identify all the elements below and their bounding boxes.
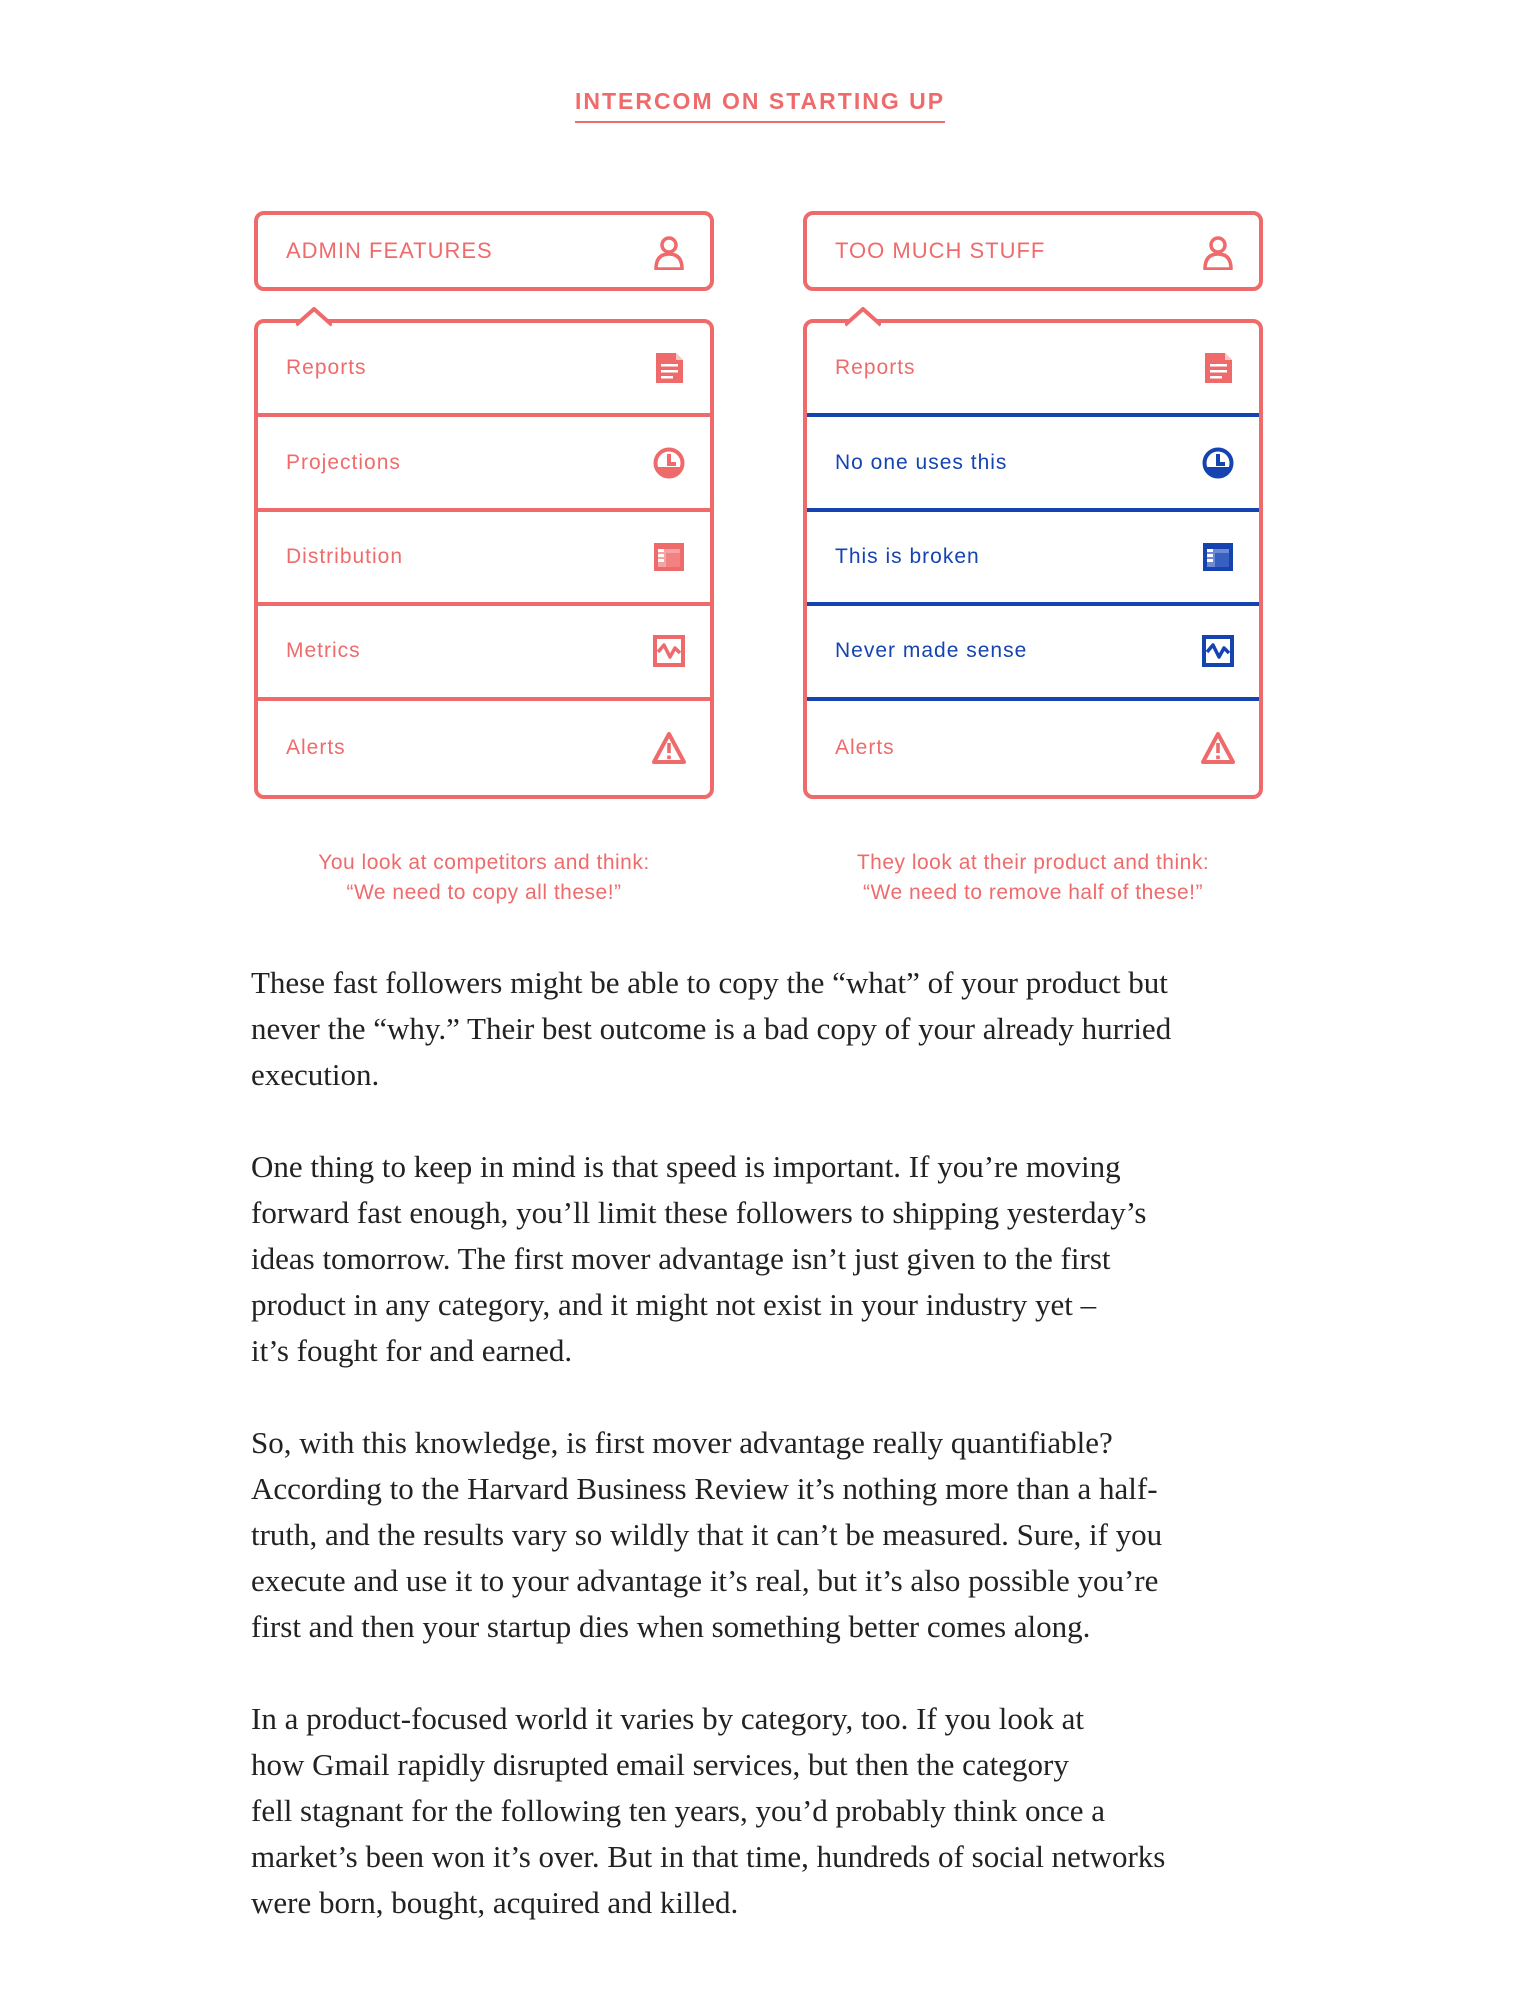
text-line: execution.	[251, 1057, 380, 1092]
running-header	[0, 88, 1520, 123]
text-line: product in any category, and it might not exist in your industry yet –	[251, 1287, 1097, 1322]
right-caption	[803, 848, 1263, 908]
menu-item-label: Metrics	[286, 639, 361, 663]
caption-line: They look at their product and think:	[856, 851, 1210, 874]
user-icon	[652, 232, 686, 270]
panel-title-box	[803, 211, 1263, 291]
text-line: never the “why.” Their best outcome is a bad copy of your already hurried	[251, 1011, 1172, 1046]
paragraph	[251, 1420, 1281, 1650]
panel-title: TOO MUCH STUFF	[835, 238, 1046, 263]
text-line: In a product-focused world it varies by category, too. If you look at	[251, 1701, 1085, 1736]
menu-item-reports[interactable]	[807, 323, 1259, 417]
menu-item-label: Distribution	[286, 544, 404, 568]
menu-item-label: No one uses this	[835, 450, 1008, 474]
menu-item-no-one-uses-this[interactable]	[807, 417, 1259, 511]
text-line: So, with this knowledge, is first mover advantage really quantifiable?	[251, 1425, 1113, 1460]
text-line: These fast followers might be able to copy the “what” of your product but	[251, 965, 1168, 1000]
feature-menu	[803, 319, 1263, 799]
menu-item-reports[interactable]	[258, 323, 710, 417]
admin-features-panel	[254, 211, 714, 799]
caption-line: You look at competitors and think:	[318, 851, 650, 874]
user-icon	[1201, 232, 1235, 270]
alert-icon	[1201, 731, 1235, 765]
menu-item-label: This is broken	[835, 544, 980, 568]
menu-item-this-is-broken[interactable]	[807, 512, 1259, 606]
body-text	[251, 960, 1281, 1972]
text-line: execute and use it to your advantage it’s real, but it’s also possible you’re	[251, 1563, 1159, 1598]
paragraph	[251, 1144, 1281, 1374]
text-line: it’s fought for and earned.	[251, 1333, 573, 1368]
paragraph	[251, 960, 1281, 1098]
projection-gauge-icon	[1201, 446, 1235, 480]
menu-item-never-made-sense[interactable]	[807, 606, 1259, 700]
metrics-icon	[1201, 634, 1235, 668]
metrics-icon	[652, 634, 686, 668]
text-line: ideas tomorrow. The first mover advantage isn’t just given to the first	[251, 1241, 1111, 1276]
distribution-icon	[1201, 540, 1235, 574]
text-line: were born, bought, acquired and killed.	[251, 1885, 739, 1920]
text-line: first and then your startup dies when something better comes along.	[251, 1609, 1091, 1644]
text-line: forward fast enough, you’ll limit these followers to shipping yesterday’s	[251, 1195, 1147, 1230]
text-line: market’s been won it’s over. But in that time, hundreds of social networks	[251, 1839, 1166, 1874]
menu-item-projections[interactable]	[258, 417, 710, 511]
feature-menu	[254, 319, 714, 799]
paragraph	[251, 1696, 1281, 1926]
caption-line: “We need to copy all these!”	[346, 881, 622, 904]
menu-item-metrics[interactable]	[258, 606, 710, 700]
text-line: truth, and the results vary so wildly that it can’t be measured. Sure, if you	[251, 1517, 1163, 1552]
report-icon	[1201, 351, 1235, 385]
caption-line: “We need to remove half of these!”	[863, 881, 1203, 904]
menu-item-label: Reports	[835, 356, 916, 380]
menu-item-alerts[interactable]	[807, 701, 1259, 795]
menu-item-distribution[interactable]	[258, 512, 710, 606]
menu-item-label: Alerts	[835, 735, 895, 759]
menu-item-alerts[interactable]	[258, 701, 710, 795]
projection-gauge-icon	[652, 446, 686, 480]
text-line: fell stagnant for the following ten years, you’d probably think once a	[251, 1793, 1105, 1828]
report-icon	[652, 351, 686, 385]
panel-title-box	[254, 211, 714, 291]
menu-item-label: Reports	[286, 356, 367, 380]
text-line: One thing to keep in mind is that speed is important. If you’re moving	[251, 1149, 1121, 1184]
menu-item-label: Alerts	[286, 735, 346, 759]
too-much-stuff-panel	[803, 211, 1263, 799]
menu-item-label: Never made sense	[835, 639, 1028, 663]
panel-title: ADMIN FEATURES	[286, 238, 493, 263]
menu-item-label: Projections	[286, 450, 401, 474]
text-line: how Gmail rapidly disrupted email services, but then the category	[251, 1747, 1069, 1782]
alert-icon	[652, 731, 686, 765]
running-header-title: INTERCOM ON STARTING UP	[575, 88, 945, 123]
text-line: According to the Harvard Business Review it’s nothing more than a half-	[251, 1471, 1158, 1506]
distribution-icon	[652, 540, 686, 574]
left-caption	[254, 848, 714, 908]
